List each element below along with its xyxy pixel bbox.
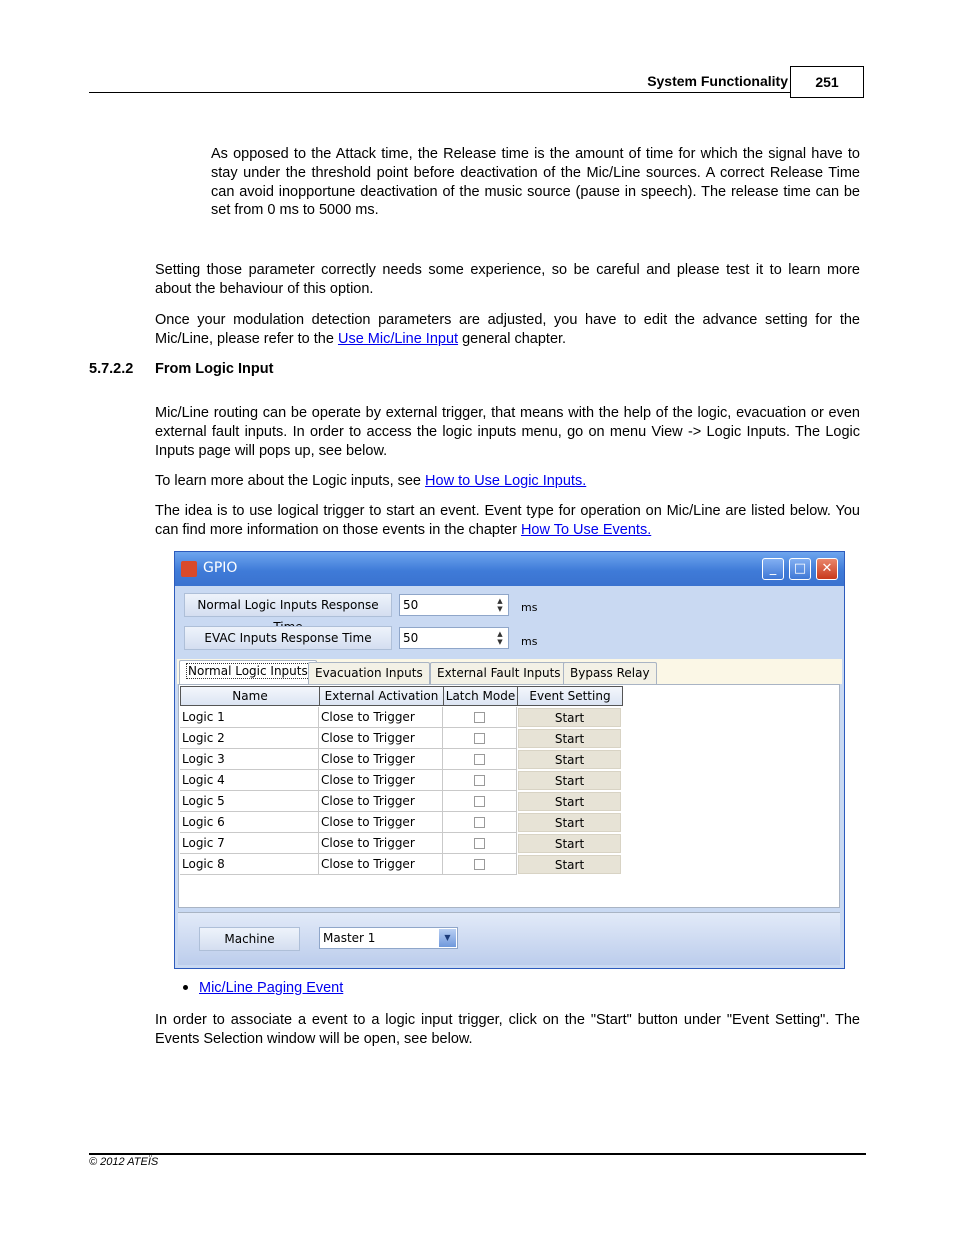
machine-label: Machine <box>199 927 300 951</box>
associate-paragraph: In order to associate a event to a logic input trigger, click on the "Start" button under "Event Setting". The Events Selection window will be open, see below. <box>155 1012 860 1047</box>
normal-response-time-value: 50 <box>403 598 419 612</box>
machine-select[interactable] <box>319 927 458 949</box>
external-activation-cell[interactable]: Close to Trigger <box>319 833 443 854</box>
how-to-use-logic-inputs-link[interactable]: How to Use Logic Inputs. <box>425 473 587 489</box>
chevron-down-icon[interactable]: ▼ <box>439 929 456 947</box>
external-activation-cell[interactable]: Close to Trigger <box>319 854 443 875</box>
logic-name-cell: Logic 3 <box>180 749 319 770</box>
header-rule <box>89 92 791 93</box>
latch-mode-checkbox[interactable] <box>474 838 485 849</box>
gpio-app-icon <box>181 561 197 577</box>
logic-name-cell: Logic 2 <box>180 728 319 749</box>
event-start-button[interactable]: Start <box>518 729 621 748</box>
latch-mode-checkbox[interactable] <box>474 733 485 744</box>
running-header-section: System Functionality <box>647 73 788 89</box>
modulation-paragraph <box>155 311 860 349</box>
tab-evacuation-inputs[interactable]: Evacuation Inputs <box>308 662 430 684</box>
release-time-paragraph: As opposed to the Attack time, the Release time is the amount of time for which the signal have to stay under the threshold point before deactivation of the Mic/Line sources. A correct Release Time can avoid inopportune deactivation of the music source (pause in speech). The release time can be set from 0 ms to 5000 ms. <box>211 146 860 219</box>
latch-mode-checkbox[interactable] <box>474 817 485 828</box>
modulation-text-end: general chapter. <box>458 330 567 347</box>
external-activation-cell[interactable]: Close to Trigger <box>319 728 443 749</box>
learn-more-paragraph <box>155 472 860 491</box>
idea-paragraph <box>155 502 860 540</box>
external-activation-cell[interactable]: Close to Trigger <box>319 770 443 791</box>
logic-name-cell: Logic 7 <box>180 833 319 854</box>
logic-name-cell: Logic 4 <box>180 770 319 791</box>
logic-name-cell: Logic 1 <box>180 707 319 728</box>
gpio-window <box>174 551 845 969</box>
external-activation-cell[interactable]: Close to Trigger <box>319 749 443 770</box>
latch-mode-checkbox[interactable] <box>474 775 485 786</box>
spinner-arrows-icon[interactable]: ▲ ▼ <box>497 630 503 646</box>
gpio-titlebar[interactable] <box>175 552 844 586</box>
how-to-use-events-link[interactable]: How To Use Events. <box>520 521 652 538</box>
evac-response-unit: ms <box>521 635 538 648</box>
section-number: 5.7.2.2 <box>89 361 134 377</box>
tab-label: Normal Logic Inputs <box>188 664 308 678</box>
footer-rule <box>89 1153 866 1155</box>
idea-text: The idea is to use logical trigger to start an event. Event type for operation on Mic/Line are listed below. You can find more information on those events in the chapter <box>155 503 860 538</box>
normal-response-time-label: Normal Logic Inputs Response <box>184 593 392 617</box>
latch-mode-checkbox[interactable] <box>474 796 485 807</box>
page-number: 251 <box>790 66 864 98</box>
latch-mode-checkbox[interactable] <box>474 712 485 723</box>
logic-name-cell: Logic 8 <box>180 854 319 875</box>
normal-response-time-input[interactable] <box>399 594 509 616</box>
tab-strip <box>177 659 842 684</box>
evac-response-time-value: 50 <box>403 631 419 645</box>
tab-bypass-relay[interactable]: Bypass Relay <box>563 662 657 684</box>
spinner-arrows-icon[interactable]: ▲ ▼ <box>497 597 503 613</box>
column-header-external-activation[interactable]: External Activation <box>319 686 444 706</box>
tab-external-fault-inputs[interactable]: External Fault Inputs <box>430 662 568 684</box>
external-activation-cell[interactable]: Close to Trigger <box>319 791 443 812</box>
event-start-button[interactable]: Start <box>518 771 621 790</box>
event-start-button[interactable]: Start <box>518 750 621 769</box>
evac-response-time-label: EVAC Inputs Response Time <box>184 626 392 650</box>
event-start-button[interactable]: Start <box>518 834 621 853</box>
tab-normal-logic-inputs[interactable] <box>179 660 317 684</box>
normal-response-unit: ms <box>521 601 538 614</box>
maximize-button[interactable]: □ <box>789 558 811 580</box>
column-header-event-setting[interactable]: Event Setting <box>517 686 623 706</box>
modulation-text: Once your modulation detection parameters are adjusted, you have to edit the advance setting for the Mic/Line, please refer to the <box>155 312 860 347</box>
bottom-bar <box>178 912 840 965</box>
latch-mode-checkbox[interactable] <box>474 754 485 765</box>
minimize-button[interactable]: _ <box>762 558 784 580</box>
bullet-item <box>199 980 343 996</box>
evac-response-time-input[interactable] <box>399 627 509 649</box>
external-activation-cell[interactable]: Close to Trigger <box>319 707 443 728</box>
event-start-button[interactable]: Start <box>518 813 621 832</box>
mic-line-paging-event-link[interactable]: Mic/Line Paging Event <box>199 980 344 996</box>
gpio-window-title: GPIO <box>203 560 238 576</box>
learn-more-text: To learn more about the Logic inputs, see <box>155 473 426 489</box>
latch-mode-checkbox[interactable] <box>474 859 485 870</box>
use-mic-line-input-link[interactable]: Use Mic/Line Input <box>337 330 459 347</box>
column-header-name[interactable]: Name <box>180 686 320 706</box>
close-button[interactable]: ✕ <box>816 558 838 580</box>
event-start-button[interactable]: Start <box>518 855 621 874</box>
experience-paragraph: Setting those parameter correctly needs some experience, so be careful and please test it to learn more about the behaviour of this option. <box>155 262 860 297</box>
machine-select-value: Master 1 <box>323 931 376 945</box>
column-header-latch-mode[interactable]: Latch Mode <box>443 686 518 706</box>
logic-name-cell: Logic 6 <box>180 812 319 833</box>
external-activation-cell[interactable]: Close to Trigger <box>319 812 443 833</box>
bullet-icon <box>183 985 188 990</box>
footer-copyright: © 2012 ATEÏS <box>89 1156 159 1168</box>
logic-inputs-grid <box>178 684 840 908</box>
section-title: From Logic Input <box>155 361 274 377</box>
routing-paragraph: Mic/Line routing can be operate by external trigger, that means with the help of the logic, evacuation or even external fault inputs. In order to access the logic inputs menu, go on menu View -> Logic Inputs. The Logic Inputs page will pops up, see below. <box>155 405 860 459</box>
logic-name-cell: Logic 5 <box>180 791 319 812</box>
event-start-button[interactable]: Start <box>518 708 621 727</box>
event-start-button[interactable]: Start <box>518 792 621 811</box>
